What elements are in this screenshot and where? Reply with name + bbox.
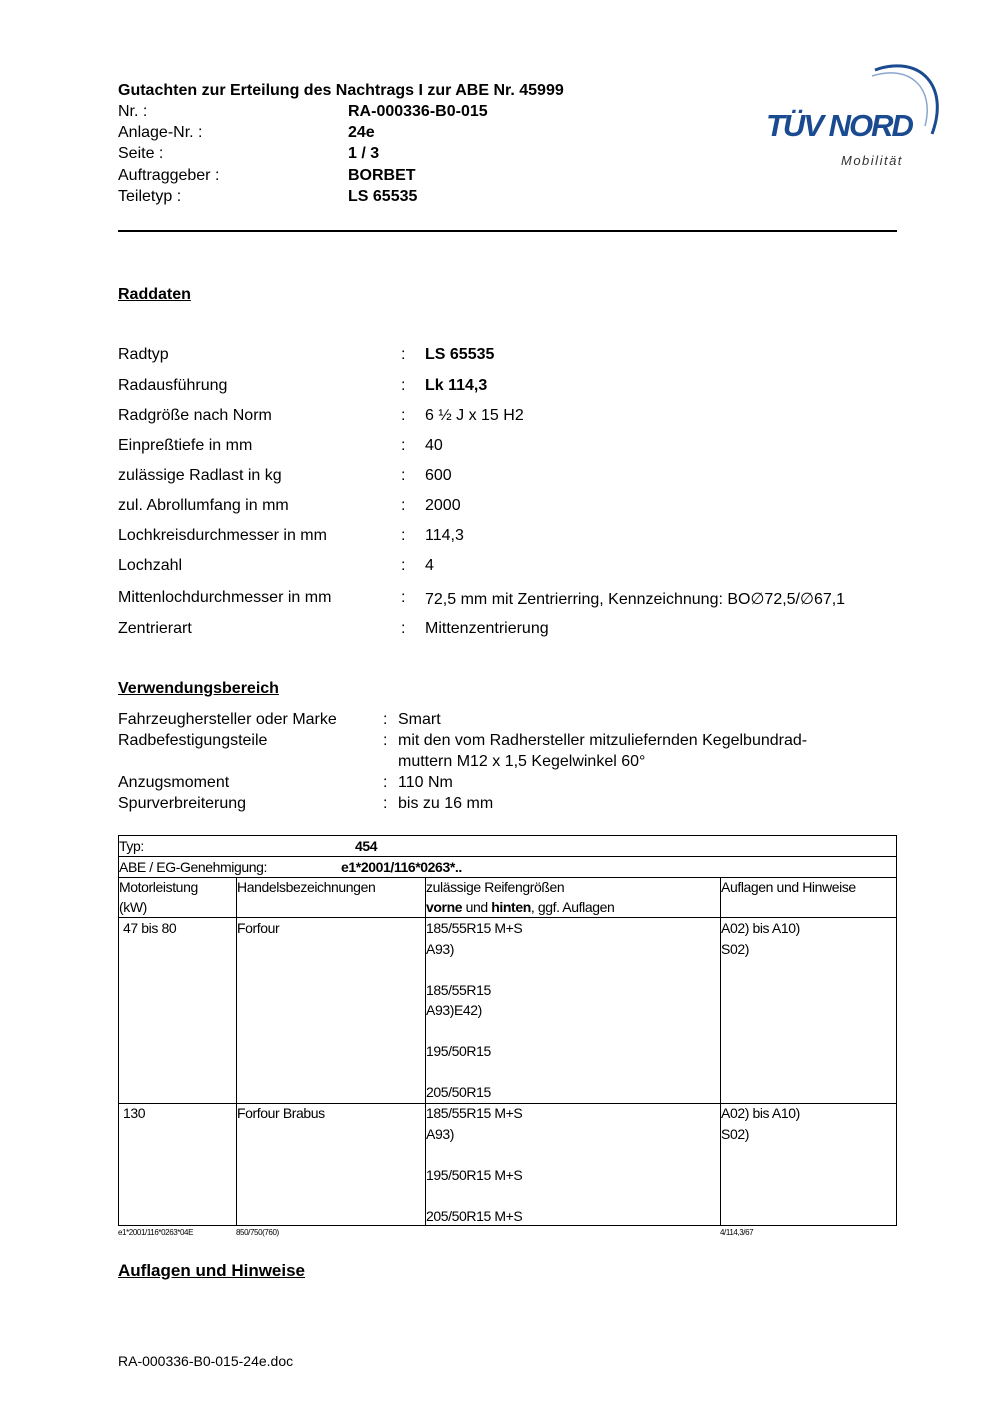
header-value: LS 65535 xyxy=(348,188,418,205)
raddaten-colon: : xyxy=(401,407,406,424)
logo-brand: TÜV NORD xyxy=(766,108,912,143)
row-tyre: 195/50R15 xyxy=(426,1043,491,1059)
raddaten-label: zul. Abrollumfang in mm xyxy=(118,497,289,514)
row-power: 47 bis 80 xyxy=(123,920,177,936)
row-name: Forfour Brabus xyxy=(237,1105,325,1121)
header-label: Seite : xyxy=(118,145,164,162)
verwendung-value: muttern M12 x 1,5 Kegelwinkel 60° xyxy=(398,753,646,770)
typ-label: Typ: xyxy=(119,838,144,854)
verwendung-value: Smart xyxy=(398,711,441,728)
document-title: Gutachten zur Erteilung des Nachtrags I zur ABE Nr. 45999 xyxy=(118,82,564,99)
tyres-conditions: , ggf. Auflagen xyxy=(530,899,615,915)
row-tyre: A93) xyxy=(426,940,454,957)
header-value: 1 / 3 xyxy=(348,145,380,162)
tyres-front: vorne xyxy=(426,899,463,915)
raddaten-colon: : xyxy=(401,377,406,394)
header-divider xyxy=(118,230,897,232)
raddaten-colon: : xyxy=(401,437,406,454)
verwendung-label: Anzugsmoment xyxy=(118,774,230,791)
raddaten-value: 40 xyxy=(425,437,443,454)
raddaten-value: Lk 114,3 xyxy=(425,377,488,394)
raddaten-label: Lochzahl xyxy=(118,557,183,574)
raddaten-colon: : xyxy=(401,527,406,544)
abe-value: e1*2001/116*0263*.. xyxy=(341,859,462,875)
row-note: S02) xyxy=(721,940,749,957)
row-tyre: A93)E42) xyxy=(426,1002,482,1018)
raddaten-label: Lochkreisdurchmesser in mm xyxy=(118,527,327,544)
raddaten-label: Radtyp xyxy=(118,346,169,363)
raddaten-heading: Raddaten xyxy=(118,286,191,303)
row-tyre: 205/50R15 M+S xyxy=(426,1207,523,1224)
table-footnote-right: 4/114,3/67 xyxy=(720,1228,754,1237)
row-tyre: 185/55R15 M+S xyxy=(426,1105,523,1121)
tyres-rear: hinten xyxy=(491,899,531,915)
row-tyre: A93) xyxy=(426,1125,454,1142)
table-footnote-mid: 850/750(760) xyxy=(236,1228,279,1237)
header-label: Teiletyp : xyxy=(118,188,182,205)
col-header-tyres: zulässige Reifengrößen xyxy=(426,879,565,895)
footer-filename: RA-000336-B0-015-24e.doc xyxy=(118,1353,294,1369)
raddaten-value: 6 ½ J x 15 H2 xyxy=(425,407,524,424)
abe-label: ABE / EG-Genehmigung: xyxy=(119,859,268,875)
raddaten-label: Radgröße nach Norm xyxy=(118,407,272,424)
raddaten-label: Einpreßtiefe in mm xyxy=(118,437,253,454)
verwendung-colon: : xyxy=(383,774,388,791)
raddaten-colon: : xyxy=(401,497,406,514)
col-header-power: Motorleistung xyxy=(119,879,198,895)
raddaten-colon: : xyxy=(401,467,406,484)
col-header-power-unit: (kW) xyxy=(119,899,147,915)
verwendung-label: Fahrzeughersteller oder Marke xyxy=(118,711,337,728)
verwendung-value: 110 Nm xyxy=(398,774,453,791)
row-note: A02) bis A10) xyxy=(721,920,800,936)
verwendung-heading: Verwendungsbereich xyxy=(118,680,279,697)
col-header-names: Handelsbezeichnungen xyxy=(237,879,376,895)
row-tyre: 195/50R15 M+S xyxy=(426,1166,523,1183)
approval-table xyxy=(118,835,897,1226)
raddaten-colon: : xyxy=(401,589,406,606)
verwendung-label: Spurverbreiterung xyxy=(118,795,247,812)
row-name: Forfour xyxy=(237,920,280,936)
header-label: Nr. : xyxy=(118,103,148,120)
raddaten-value: 114,3 xyxy=(425,527,464,544)
header-value: RA-000336-B0-015 xyxy=(348,103,488,120)
header-label: Anlage-Nr. : xyxy=(118,124,203,141)
tuv-nord-logo xyxy=(760,56,950,176)
verwendung-colon: : xyxy=(383,732,388,749)
verwendung-colon: : xyxy=(383,795,388,812)
raddaten-value: 600 xyxy=(425,467,452,484)
auflagen-heading: Auflagen und Hinweise xyxy=(118,1261,306,1280)
raddaten-value: 4 xyxy=(425,557,434,574)
raddaten-label: zulässige Radlast in kg xyxy=(118,467,282,484)
raddaten-colon: : xyxy=(401,557,406,574)
row-tyre: 185/55R15 xyxy=(426,981,491,998)
logo-subtitle: Mobilität xyxy=(841,153,903,168)
row-note: S02) xyxy=(721,1125,749,1142)
raddaten-colon: : xyxy=(401,346,406,363)
verwendung-colon: : xyxy=(383,711,388,728)
verwendung-label: Radbefestigungsteile xyxy=(118,732,268,749)
raddaten-colon: : xyxy=(401,620,406,637)
col-header-tyres-sub xyxy=(426,897,614,918)
raddaten-label: Zentrierart xyxy=(118,620,192,637)
row-tyre: 185/55R15 M+S xyxy=(426,920,523,936)
verwendung-value: bis zu 16 mm xyxy=(398,795,494,812)
raddaten-label: Mittenlochdurchmesser in mm xyxy=(118,589,332,606)
col-header-notes: Auflagen und Hinweise xyxy=(721,879,856,895)
table-footnote-left: e1*2001/116*0263*04E xyxy=(118,1228,194,1237)
header-label: Auftraggeber : xyxy=(118,167,220,184)
raddaten-value: 72,5 mm mit Zentrierring, Kennzeichnung: BO∅72,5/∅67,1 xyxy=(425,591,846,608)
raddaten-value: 2000 xyxy=(425,497,461,514)
row-power: 130 xyxy=(123,1105,146,1121)
raddaten-value: LS 65535 xyxy=(425,346,495,363)
row-tyre: 205/50R15 xyxy=(426,1084,491,1100)
raddaten-label: Radausführung xyxy=(118,377,228,394)
header-value: BORBET xyxy=(348,167,416,184)
header-value: 24e xyxy=(348,124,375,141)
typ-value: 454 xyxy=(355,838,378,854)
tyres-and: und xyxy=(462,899,492,915)
row-note: A02) bis A10) xyxy=(721,1105,800,1121)
verwendung-value: mit den vom Radhersteller mitzuliefernden Kegelbundrad- xyxy=(398,732,808,749)
raddaten-value: Mittenzentrierung xyxy=(425,620,549,637)
